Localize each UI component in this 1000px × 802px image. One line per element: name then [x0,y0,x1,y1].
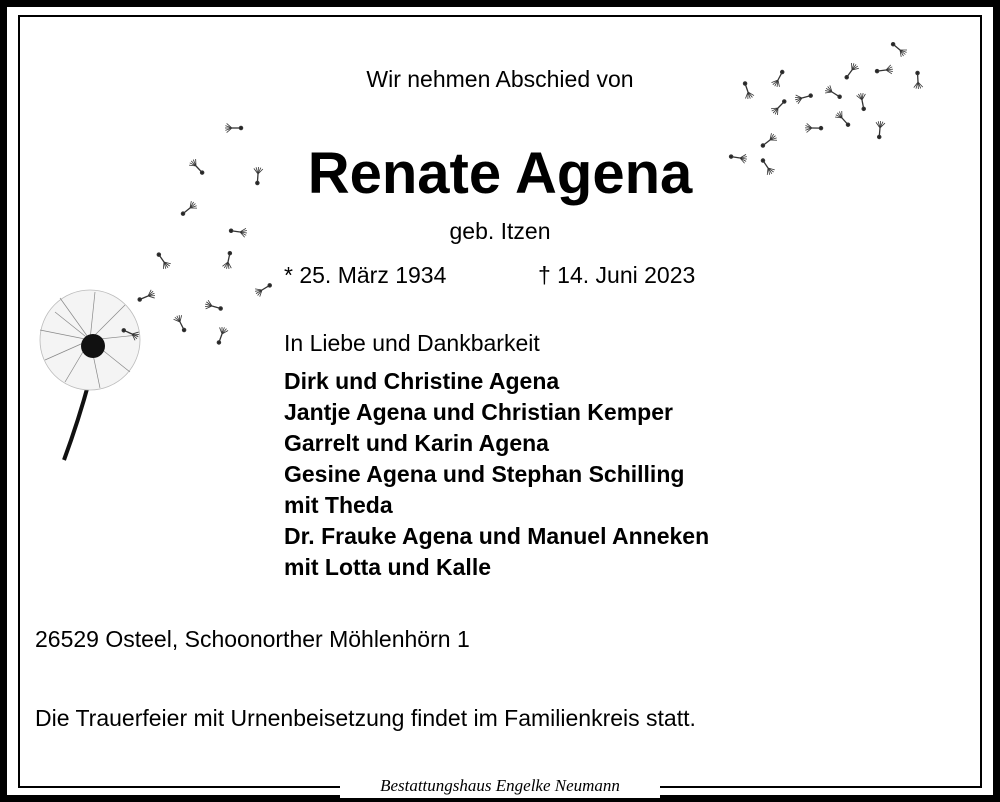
seed-icon [892,43,907,57]
mourner-line: Garrelt und Karin Agena [284,430,549,456]
mourner-line: mit Lotta und Kalle [284,554,491,580]
seed-icon [222,252,231,269]
birth-name: geb. Itzen [449,218,551,244]
dedication-text: In Liebe und Dankbarkeit [284,330,540,356]
seed-icon [795,94,812,104]
mourner-line: mit Theda [284,492,393,518]
seed-icon [138,290,155,301]
seed-icon [174,315,186,332]
seed-icon [255,284,271,297]
address: 26529 Osteel, Schoonorther Möhlenhörn 1 [35,626,470,652]
ceremony-notice: Die Trauerfeier mit Urnenbeisetzung findet im Familienkreis statt. [35,705,696,731]
mourner-line: Jantje Agena und Christian Kemper [284,399,673,425]
mourners-list [284,366,709,583]
seed-icon [225,123,243,132]
mourner-line: Dirk und Christine Agena [284,368,560,394]
seed-icon [805,123,823,132]
seed-icon [835,111,850,126]
funeral-home: Bestattungshaus Engelke Neumann [380,776,620,795]
seed-icon [122,329,139,341]
intro-text: Wir nehmen Abschied von [366,66,634,92]
seed-icon [157,253,171,269]
birth-date: * 25. März 1934 [284,262,447,288]
mourner-line: Gesine Agena und Stephan Schilling [284,461,685,487]
mourner-line: Dr. Frauke Agena und Manuel Anneken [284,523,710,549]
seed-icon [205,300,222,310]
death-date: † 14. Juni 2023 [538,262,696,288]
seed-icon [771,100,786,115]
seed-icon [857,93,866,110]
deceased-name: Renate Agena [307,141,693,206]
seed-icon [876,121,885,139]
seed-icon [217,327,228,344]
